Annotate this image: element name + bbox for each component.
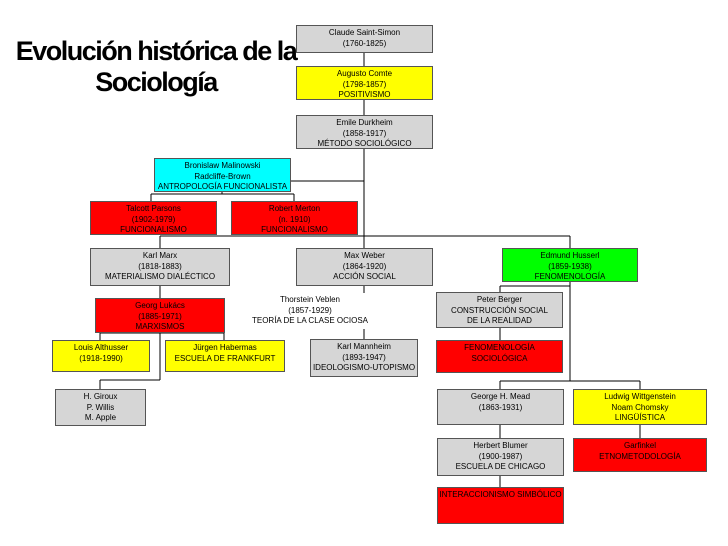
node-saint-simon-name: Claude Saint-Simon: [328, 28, 401, 37]
node-saint-simon-years: (1760-1825): [342, 38, 387, 48]
node-durkheim: [296, 115, 433, 149]
node-parsons-name: Talcott Parsons: [126, 204, 181, 213]
node-blumer-theory: ESCUELA DE CHICAGO: [455, 462, 546, 471]
node-interaccionismo-theory: INTERACCIONISMO SIMBÓLICO: [439, 490, 562, 499]
node-husserl: [502, 248, 638, 282]
node-habermas-theory: ESCUELA DE FRANKFURT: [174, 353, 276, 363]
node-blumer: [437, 438, 564, 476]
node-habermas-name: Jürgen Habermas: [193, 343, 257, 352]
node-merton-theory: FUNCIONALISMO: [261, 225, 328, 234]
node-blumer-years: (1900-1987): [478, 451, 523, 461]
node-mannheim-theory: IDEOLOGISMO-UTOPISMO: [312, 363, 416, 372]
node-veblen-name: Thorstein Veblen: [279, 295, 341, 304]
node-durkheim-years: (1858-1917): [342, 128, 387, 138]
node-durkheim-name: Emile Durkheim: [336, 118, 393, 127]
node-mannheim: [310, 339, 418, 377]
node-giroux-name2: P. Willis: [86, 402, 115, 412]
node-wittgenstein-theory: LINGÜÍSTICA: [614, 413, 666, 422]
node-husserl-name: Edmund Husserl: [540, 251, 600, 260]
node-malinowski: [154, 158, 291, 192]
node-mannheim-name: Karl Mannheim: [337, 342, 391, 351]
node-mead-years: (1863-1931): [478, 402, 523, 412]
node-parsons: [90, 201, 217, 235]
node-marx-name: Karl Marx: [142, 251, 178, 260]
node-weber: [296, 248, 433, 286]
node-wittgenstein-name1: Ludwig Wittgenstein: [604, 392, 676, 401]
node-berger-theory2: DE LA REALIDAD: [467, 316, 532, 325]
node-lukacs-theory: MARXISMOS: [135, 322, 185, 331]
node-malinowski-name: Bronislaw Malinowski: [184, 161, 261, 170]
node-parsons-years: (1902-1979): [131, 214, 176, 224]
node-garfinkel: [573, 438, 707, 472]
title-line-1: Evolución histórica de la: [15, 36, 297, 66]
node-marx: [90, 248, 230, 286]
node-veblen-years: (1857-1929): [288, 305, 332, 315]
node-comte-name: Augusto Comte: [336, 69, 393, 78]
node-wittgenstein-name2: Noam Chomsky: [611, 402, 669, 412]
node-parsons-theory: FUNCIONALISMO: [120, 225, 187, 234]
node-malinowski-theory: ANTROPOLOGÍA FUNCIONALISTA: [157, 182, 288, 191]
node-merton-name: Robert Merton: [268, 204, 321, 213]
node-durkheim-theory: MÉTODO SOCIOLÓGICO: [317, 139, 412, 148]
node-husserl-theory: FENOMENOLOGÍA: [534, 272, 606, 281]
node-malinowski-name2: Radcliffe-Brown: [194, 171, 251, 181]
node-giroux: [55, 389, 146, 426]
node-giroux-name3: M. Apple: [84, 413, 117, 422]
node-berger-theory1: CONSTRUCCIÓN SOCIAL: [451, 305, 548, 315]
node-mannheim-years: (1893-1947): [342, 352, 386, 362]
node-giroux-name1: H. Giroux: [83, 392, 118, 401]
node-lukacs-name: Georg Lukács: [135, 301, 185, 310]
node-berger: [436, 292, 563, 328]
node-fenomenologia-sociologica: [436, 340, 563, 373]
node-lukacs-years: (1885-1971): [138, 311, 182, 321]
node-marx-years: (1818-1883): [138, 261, 182, 271]
node-comte-years: (1798-1857): [342, 79, 387, 89]
node-weber-name: Max Weber: [344, 251, 385, 260]
node-mead: [437, 389, 564, 425]
node-blumer-name: Herbert Blumer: [473, 441, 528, 450]
node-fenomenologia-line1: FENOMENOLOGÍA: [464, 343, 535, 352]
node-garfinkel-theory: ETNOMETODOLOGÍA: [599, 451, 681, 461]
title-line-2: Sociología: [95, 67, 217, 97]
node-habermas: [165, 340, 285, 372]
node-berger-name: Peter Berger: [476, 295, 523, 304]
node-comte-theory: POSITIVISMO: [338, 90, 391, 99]
node-althusser-years: (1918-1990): [79, 353, 123, 363]
node-wittgenstein: [573, 389, 707, 425]
node-garfinkel-name: Garfinkel: [623, 441, 656, 450]
node-marx-theory: MATERIALISMO DIALÉCTICO: [104, 272, 216, 281]
node-weber-years: (1864-1920): [342, 261, 387, 271]
node-althusser-name: Louis Althusser: [73, 343, 129, 352]
node-merton-years: (n. 1910): [278, 214, 311, 224]
node-althusser: [52, 340, 150, 372]
node-lukacs: [95, 298, 225, 333]
node-veblen-theory: TEORÍA DE LA CLASE OCIOSA: [251, 316, 369, 325]
node-veblen: [232, 293, 388, 329]
node-mead-name: George H. Mead: [470, 392, 531, 401]
node-saint-simon: [296, 25, 433, 53]
node-merton: [231, 201, 358, 235]
node-interaccionismo-simbolico: [437, 487, 564, 524]
node-husserl-years: (1859-1938): [548, 261, 592, 271]
node-fenomenologia-line2: SOCIOLÓGICA: [471, 353, 528, 363]
node-comte: [296, 66, 433, 100]
node-weber-theory: ACCIÓN SOCIAL: [333, 272, 396, 281]
